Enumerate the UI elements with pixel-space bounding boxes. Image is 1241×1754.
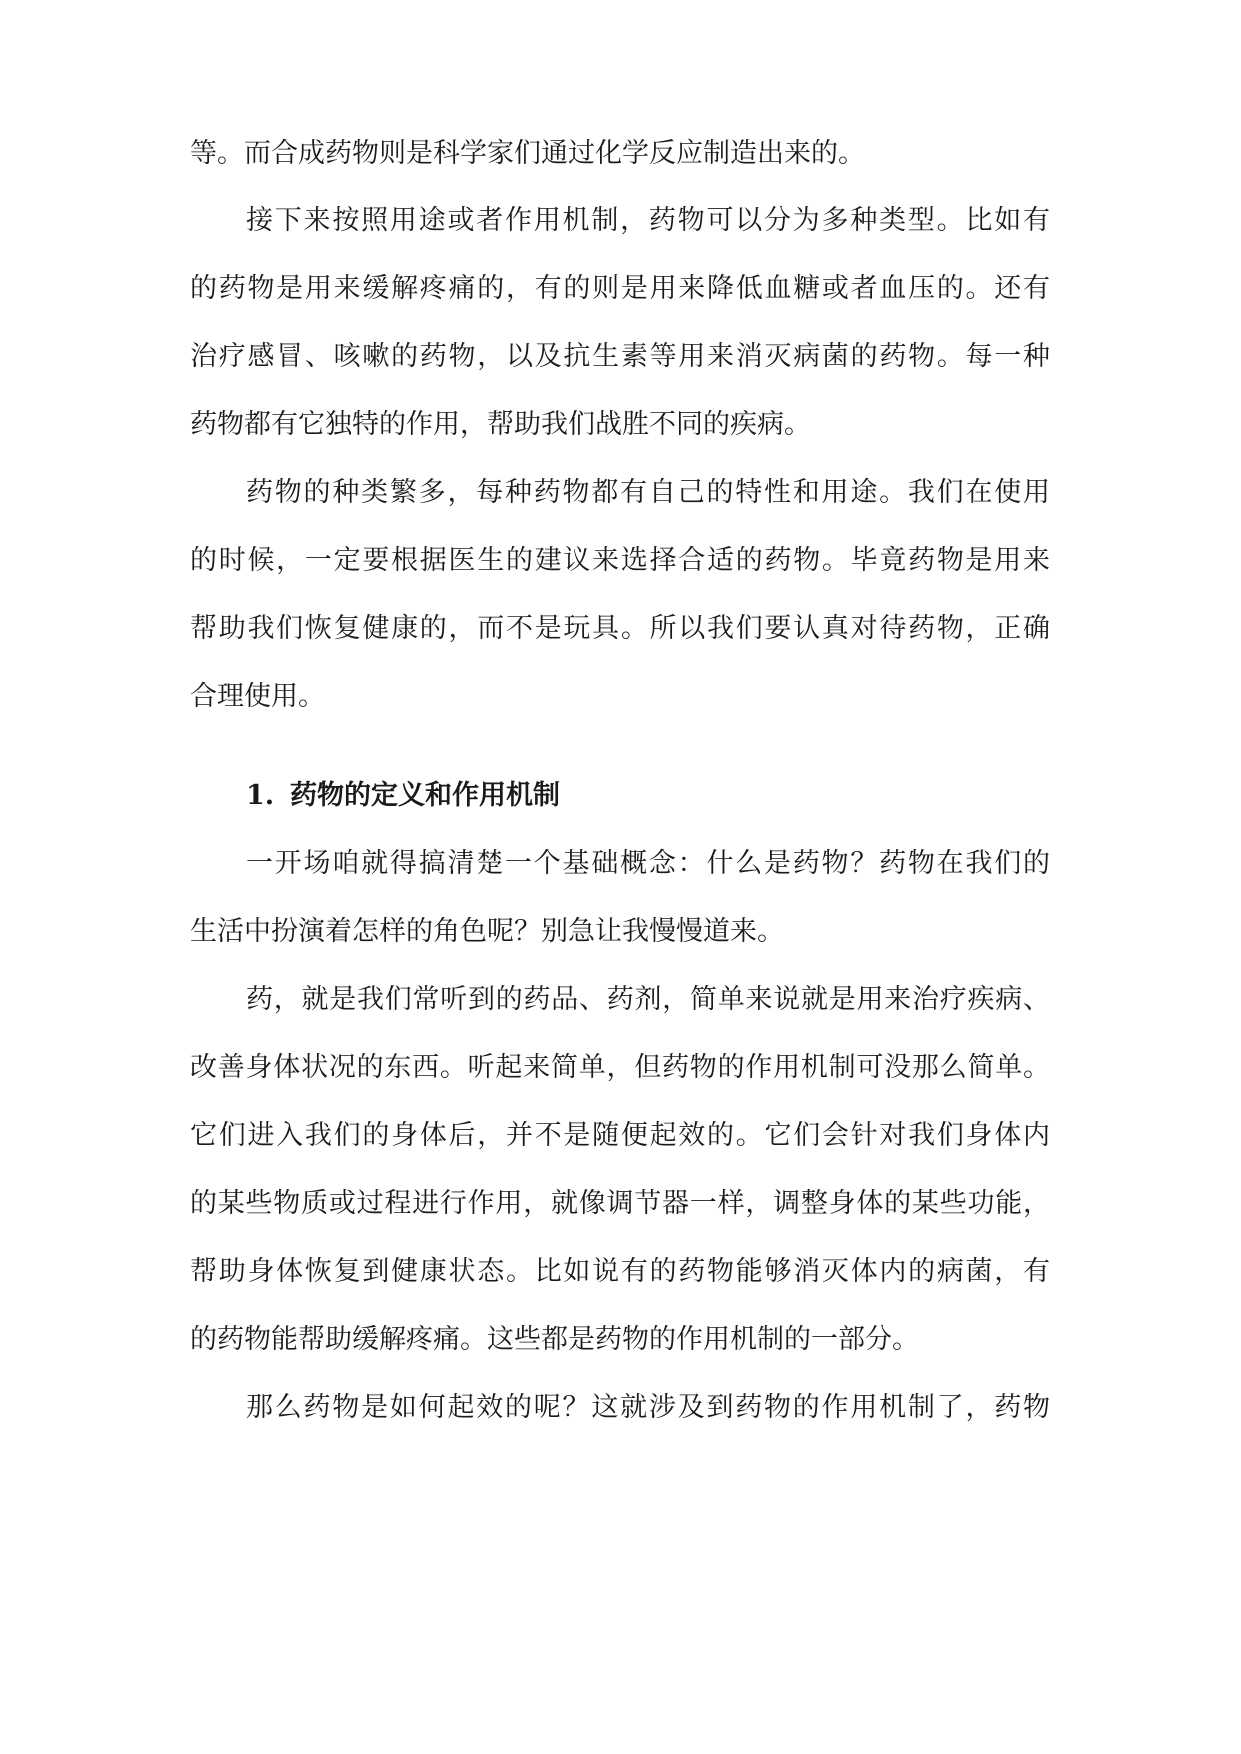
paragraph-line: 改善身体状况的东西。听起来简单，但药物的作用机制可没那么简单。 xyxy=(190,1052,1050,1083)
paragraph-line: 接下来按照用途或者作用机制，药物可以分为多种类型。比如有 xyxy=(246,205,1050,236)
paragraph-line: 的某些物质或过程进行作用，就像调节器一样，调整身体的某些功能， xyxy=(190,1188,1050,1219)
paragraph-line: 那么药物是如何起效的呢？这就涉及到药物的作用机制了，药物 xyxy=(246,1392,1050,1423)
paragraph-line: 药，就是我们常听到的药品、药剂，简单来说就是用来治疗疾病、 xyxy=(246,984,1050,1015)
paragraph-line: 的药物能帮助缓解疼痛。这些都是药物的作用机制的一部分。 xyxy=(190,1324,919,1355)
paragraph-line: 治疗感冒、咳嗽的药物，以及抗生素等用来消灭病菌的药物。每一种 xyxy=(190,341,1050,372)
section-title: 药物的定义和作用机制 xyxy=(290,780,560,811)
paragraph-line: 等。而合成药物则是科学家们通过化学反应制造出来的。 xyxy=(190,138,865,169)
paragraph-line: 的时候，一定要根据医生的建议来选择合适的药物。毕竟药物是用来 xyxy=(190,545,1050,576)
paragraph-line: 的药物是用来缓解疼痛的，有的则是用来降低血糖或者血压的。还有 xyxy=(190,273,1050,304)
paragraph-line: 药物的种类繁多，每种药物都有自己的特性和用途。我们在使用 xyxy=(246,477,1050,508)
section-heading xyxy=(246,779,560,813)
paragraph-line: 它们进入我们的身体后，并不是随便起效的。它们会针对我们身体内 xyxy=(190,1120,1050,1151)
paragraph-line: 帮助我们恢复健康的，而不是玩具。所以我们要认真对待药物，正确 xyxy=(190,613,1050,644)
paragraph-line: 合理使用。 xyxy=(190,681,325,712)
paragraph-line: 生活中扮演着怎样的角色呢？别急让我慢慢道来。 xyxy=(190,916,784,947)
paragraph-line: 一开场咱就得搞清楚一个基础概念：什么是药物？药物在我们的 xyxy=(246,848,1050,879)
paragraph-line: 药物都有它独特的作用，帮助我们战胜不同的疾病。 xyxy=(190,409,811,440)
paragraph-line: 帮助身体恢复到健康状态。比如说有的药物能够消灭体内的病菌，有 xyxy=(190,1256,1050,1287)
section-number: 1. xyxy=(246,780,275,811)
